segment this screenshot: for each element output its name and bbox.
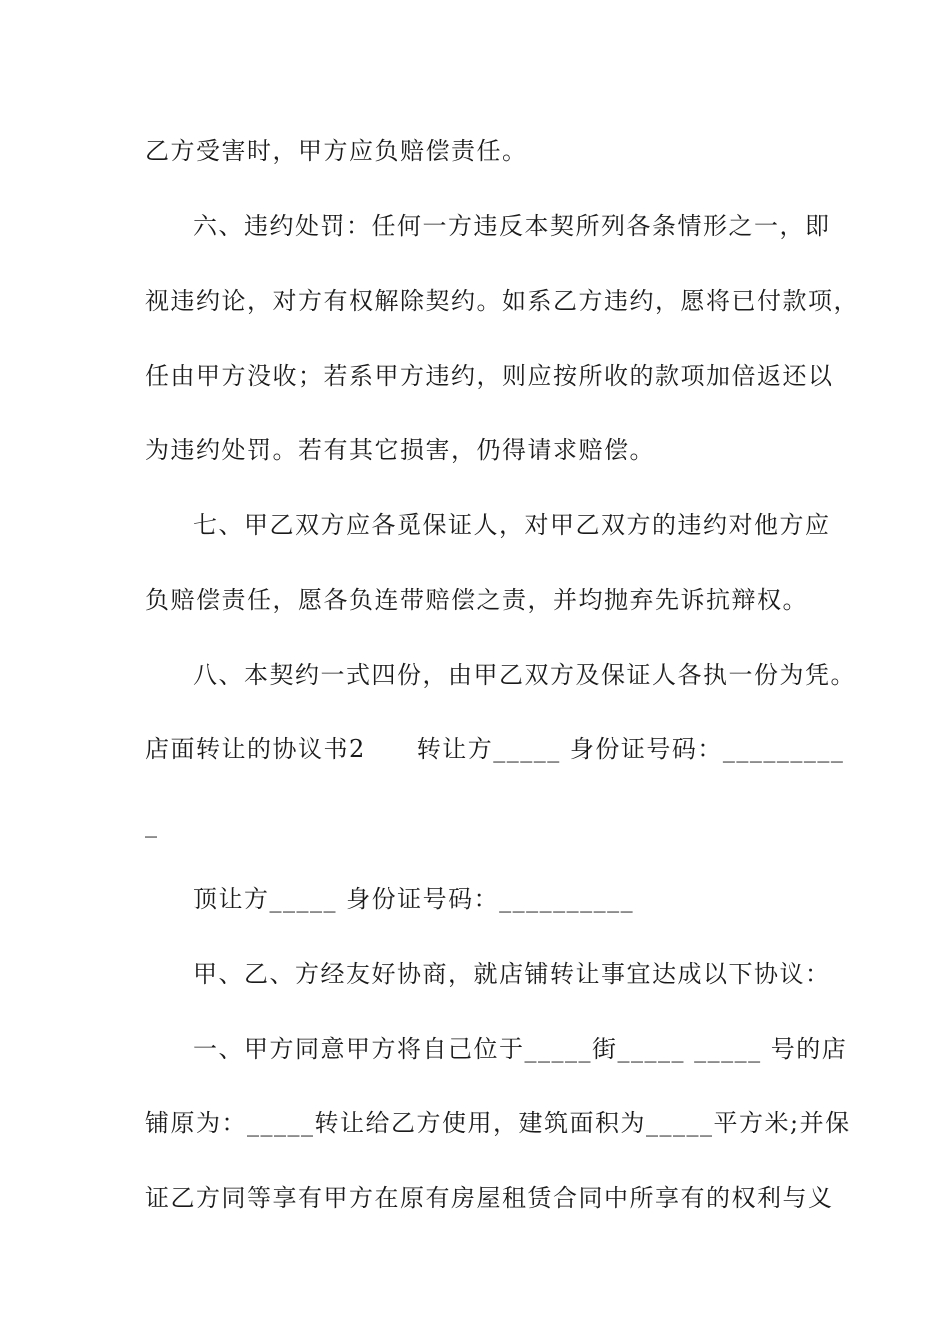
paragraph-line: 负赔偿责任，愿各负连带赔偿之责，并均抛弃先诉抗辩权。 bbox=[145, 586, 808, 614]
paragraph-line: 铺原为：_____转让给乙方使用，建筑面积为_____平方米;并保 bbox=[145, 1109, 851, 1137]
paragraph-line: 一、甲方同意甲方将自己位于_____街_____ _____ 号的店 bbox=[193, 1035, 848, 1063]
paragraph-line: 乙方受害时，甲方应负赔偿责任。 bbox=[145, 137, 528, 165]
paragraph-line: 六、违约处罚：任何一方违反本契所列各条情形之一，即 bbox=[193, 212, 831, 240]
paragraph-line: 证乙方同等享有甲方在原有房屋租赁合同中所享有的权利与义 bbox=[145, 1184, 834, 1212]
paragraph-line: 甲、乙、方经友好协商，就店铺转让事宜达成以下协议： bbox=[193, 960, 831, 988]
paragraph-line: 为违约处罚。若有其它损害，仍得请求赔偿。 bbox=[145, 436, 655, 464]
paragraph-line: 顶让方_____ 身份证号码：__________ bbox=[193, 885, 635, 913]
paragraph-line: _ bbox=[145, 810, 159, 838]
paragraph-line: 视违约论，对方有权解除契约。如系乙方违约，愿将已付款项， bbox=[145, 287, 859, 315]
paragraph-line: 八、本契约一式四份，由甲乙双方及保证人各执一份为凭。 bbox=[193, 661, 856, 689]
paragraph-line: 七、甲乙双方应各觅保证人，对甲乙双方的违约对他方应 bbox=[193, 511, 831, 539]
paragraph-line: 任由甲方没收；若系甲方违约，则应按所收的款项加倍返还以 bbox=[145, 362, 834, 390]
paragraph-line: 店面转让的协议书2 转让方_____ 身份证号码：_________ bbox=[145, 735, 845, 763]
